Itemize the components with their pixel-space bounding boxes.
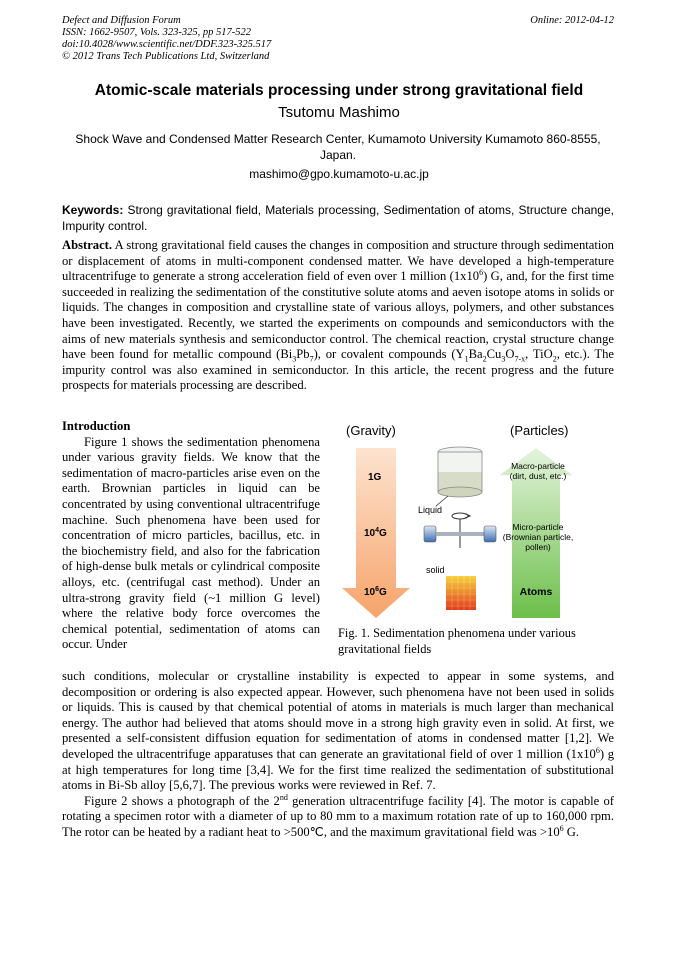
particles-label: (Particles) bbox=[510, 423, 569, 438]
text: G. bbox=[563, 824, 580, 839]
figure-1-caption: Fig. 1. Sedimentation phenomena under various gravitational fields bbox=[338, 626, 576, 656]
sup: nd bbox=[279, 792, 288, 802]
email: mashimo@gpo.kumamoto-u.ac.jp bbox=[249, 167, 429, 181]
intro-paragraph: Figure 1 shows the sedimentation phenomena under various gravity fields. We know that the sedimentation of macro-particles arise even on the earth. Brownian particles in liquid can be concentrated by using conventional ultracentrifuge machine. Such phenomena have been used for concentration of micro particles, bacillus, etc. in the biochemistry field, and also for the fabrication of high-dense bulk metals or cylindrical composite alloys, etc. (centrifugal cast method). Under an ultra-strong gravity field (~1 million G level) where the relative body force overcomes the chemical potential, sedimentation of atoms can occur. Under bbox=[62, 434, 320, 652]
text: generation ultracentrifuge facility [4]. The motor is capable of rotating a specimen rotor with a diameter of up to 80 mm to a maximum rotation rate of up to 160,000 rpm. The rotor can be heated by a radiant heat to >500℃, and the maximum gravitational field was >10 bbox=[62, 793, 614, 839]
atoms-label: Atoms bbox=[519, 586, 553, 598]
gravity-1e4g: $10^4G$ bbox=[364, 527, 387, 539]
text: such conditions, molecular or crystalline instability is expected to appear in some systems, and decomposition or ordering is also expected appear. However, such phenomena have not been used in solids or liquids. This is caused by that chemical potential of atoms in materials is much larger than mechanical energy. The author had believed that atoms should move in a strong high gravity even in solid. At first, we presented a self-consistent diffusion equation for sedimentation of atoms in condensed matter [1,2]. We developed the ultracentrifuge apparatuses that can generate an gravitational field of over 1 million (1x10 bbox=[62, 669, 614, 761]
keywords-label: Keywords: bbox=[62, 203, 124, 217]
sub: 7-x bbox=[514, 354, 526, 364]
doi: doi:10.4028/www.scientific.net/DDF.323-325.517 bbox=[62, 39, 272, 50]
text: ) g at high temperatures for long time [3,4]. We for the first time realized the sedimentation of substitutional atoms in Bi-Sb alloy [5,6,7]. The previous works were reviewed in Ref. 7. bbox=[62, 746, 614, 793]
journal-header bbox=[62, 15, 271, 63]
sup: 6 bbox=[559, 823, 564, 833]
intro-heading: Introduction bbox=[62, 419, 131, 433]
copyright: © 2012 Trans Tech Publications Ltd, Switzerland bbox=[62, 51, 270, 62]
sub: 2 bbox=[482, 354, 487, 364]
gravity-label: (Gravity) bbox=[346, 423, 396, 438]
abstract-label: Abstract. bbox=[62, 238, 113, 252]
abstract bbox=[62, 238, 614, 394]
sub: 7 bbox=[309, 354, 314, 364]
keywords bbox=[62, 203, 614, 234]
abstract-text: , TiO bbox=[525, 347, 553, 362]
beaker-icon bbox=[438, 447, 482, 497]
sub: 3 bbox=[292, 354, 297, 364]
text: Figure 2 shows a photograph of the 2 bbox=[84, 793, 280, 808]
micro-particle-label: Micro-particle bbox=[512, 522, 564, 532]
intro-paragraph-cont bbox=[62, 669, 614, 794]
intro-paragraph-2 bbox=[62, 794, 614, 841]
journal-name: Defect and Diffusion Forum bbox=[62, 15, 181, 26]
sub: 2 bbox=[552, 354, 557, 364]
rotation-icon bbox=[452, 513, 470, 548]
abstract-text: ), or covalent compounds (Y bbox=[313, 347, 465, 362]
online-date: Online: 2012-04-12 bbox=[530, 15, 614, 26]
abstract-text: O bbox=[505, 347, 515, 362]
intro-continuation bbox=[62, 669, 614, 841]
sub: 3 bbox=[501, 354, 506, 364]
gravity-1e6g: $10^6G$ bbox=[364, 586, 387, 598]
figure-1-diagram bbox=[338, 420, 614, 620]
figure-1 bbox=[338, 420, 614, 630]
abstract-text: A strong gravitational field causes the changes in composition and structure through sedimentation or displacement of atoms in multi-component condensed matter. We have developed a high-temperature ultracentrifuge to generate a strong acceleration field of even over 1 million (1x10 bbox=[62, 238, 614, 284]
issn: ISSN: 1662-9507, Vols. 323-325, pp 517-522 bbox=[62, 27, 251, 38]
micro-particle-sub2: pollen) bbox=[525, 542, 551, 552]
gravity-1g: 1G bbox=[368, 472, 382, 483]
introduction bbox=[62, 419, 320, 653]
abstract-text: ) G, and, for the first time succeeded in realizing the sedimentation of the constitutive solute atoms and aeven isotope atoms in solids or liquids. The changes in composition and crystalline state of various alloys, polymers, and other substances have been investigated. Recently, we started the experiments on compounds and semiconductors with the aims of new materials synthesis and semiconductor control. The chemical reaction, crystal structure change have been found for metallic compound (Bi bbox=[62, 269, 614, 362]
abstract-text: , etc.). The impurity control was also examined in semiconductor. In this article, the recent progress and the future prospects for materials processing are described. bbox=[62, 347, 614, 393]
solid-sample-icon bbox=[446, 576, 476, 610]
macro-particle-sub: (dirt, dust, etc.) bbox=[509, 471, 567, 481]
micro-particle-sub1: (Brownian particle, bbox=[502, 532, 574, 542]
keywords-text: Strong gravitational field, Materials processing, Sedimentation of atoms, Structure change, Impurity control. bbox=[62, 203, 614, 233]
abstract-text: Ba bbox=[468, 347, 483, 362]
abstract-text: Pb bbox=[296, 347, 310, 362]
affiliation: Shock Wave and Condensed Matter Research Center, Kumamoto University Kumamoto 860-8555, Japan. bbox=[75, 132, 601, 162]
liquid-label: Liquid bbox=[418, 505, 443, 515]
abstract-text: Cu bbox=[486, 347, 502, 362]
solid-label: solid bbox=[426, 565, 445, 575]
sub: 1 bbox=[464, 354, 469, 364]
macro-particle-label: Macro-particle bbox=[511, 461, 565, 471]
paper-title: Atomic-scale materials processing under strong gravitational field bbox=[94, 82, 584, 99]
sup: 6 bbox=[595, 745, 600, 755]
sup: 6 bbox=[479, 268, 484, 277]
author: Tsutomu Mashimo bbox=[278, 104, 400, 121]
